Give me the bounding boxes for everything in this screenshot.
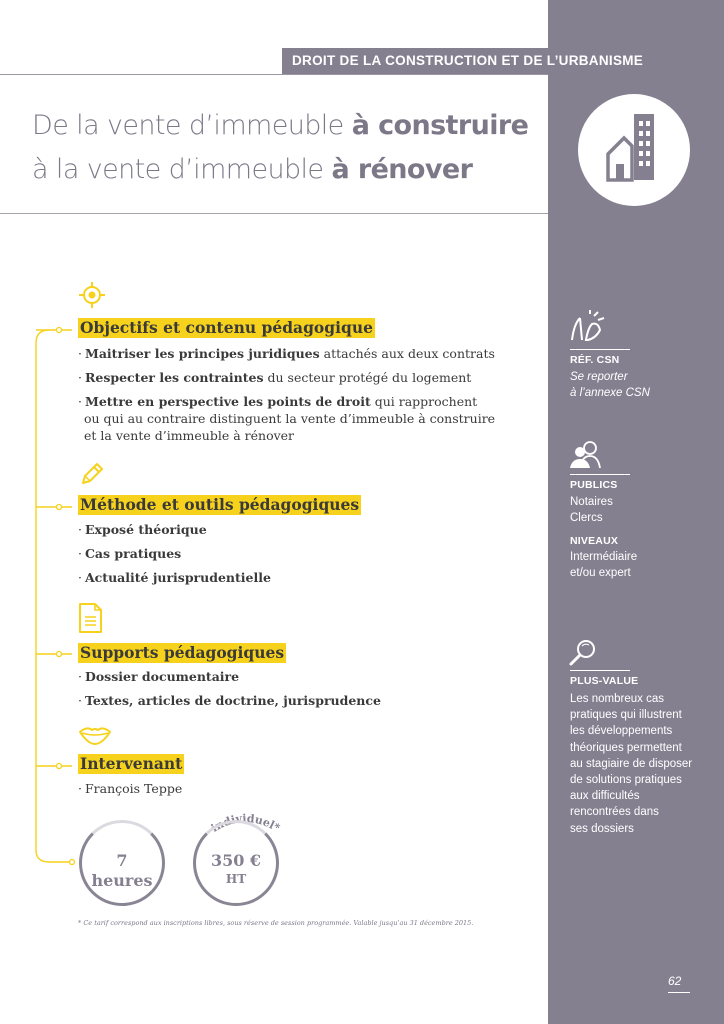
list-item: · Textes, articles de doctrine, jurisprudence	[78, 693, 381, 708]
pencil-icon	[78, 460, 106, 488]
csn-logo-icon	[568, 310, 608, 346]
list-item: · Cas pratiques	[78, 546, 182, 561]
plus-value-label: PLUS-VALUE	[570, 675, 639, 687]
category-badge	[578, 94, 690, 206]
building-icon	[578, 94, 690, 206]
users-icon	[568, 440, 604, 470]
target-icon	[78, 281, 106, 309]
header-rule	[0, 74, 548, 75]
svg-text:individuel*: individuel*	[208, 811, 283, 835]
sidebar-rule	[570, 670, 630, 671]
niveaux-label: NIVEAUX	[570, 535, 619, 547]
sidebar-rule	[570, 349, 630, 350]
list-item: · Dossier documentaire	[78, 669, 240, 684]
publics-label: PUBLICS	[570, 479, 618, 491]
title-rule	[0, 213, 548, 214]
list-item: · Mettre en perspective les points de droit qui rapprochent	[78, 394, 478, 409]
plus-value-text: Les nombreux cas pratiques qui illustrent les développements théoriques permettent au stagiaire de disposer de solutions pratiques aux difficultés rencontrées dans ses dossiers	[570, 693, 693, 835]
lips-icon	[78, 724, 112, 746]
section-title-methode: Méthode et outils pédagogiques	[80, 495, 360, 514]
niveaux-item: Intermédiaire	[570, 551, 638, 563]
publics-item: Clercs	[570, 512, 603, 524]
ref-csn-text: à l’annexe CSN	[570, 387, 650, 399]
section-title-supports: Supports pédagogiques	[80, 643, 285, 662]
sidebar-rule	[570, 474, 630, 475]
list-item-continuation: et la vente d’immeuble à rénover	[84, 428, 295, 443]
ref-csn-text: Se reporter	[570, 371, 628, 383]
price-circle: 350 € HT	[193, 820, 279, 906]
niveaux-item: et/ou expert	[570, 567, 631, 579]
section-header: DROIT DE LA CONSTRUCTION ET DE L’URBANISME	[292, 53, 644, 68]
duration-circle: 7 heures	[79, 820, 165, 906]
list-item: · Maitriser les principes juridiques attachés aux deux contrats	[78, 346, 495, 361]
list-item: · Actualité jurisprudentielle	[78, 570, 271, 585]
list-item: · François Teppe	[78, 781, 183, 796]
ref-csn-label: RÉF. CSN	[570, 354, 620, 366]
section-title-intervenant: Intervenant	[80, 754, 183, 773]
page-number: 62	[668, 974, 682, 988]
magnifier-icon	[568, 638, 598, 668]
footnote: * Ce tarif correspond aux inscriptions libres, sous réserve de session programmée. Valable jusqu’au 31 décembre 2015.	[78, 919, 474, 927]
list-item: · Respecter les contraintes du secteur protégé du logement	[78, 370, 472, 385]
publics-item: Notaires	[570, 496, 613, 508]
page-title: De la vente d’immeuble à construire à la vente d’immeuble à rénover	[32, 110, 529, 185]
page-number-rule	[668, 992, 690, 993]
document-icon	[78, 602, 104, 634]
section-title-objectifs: Objectifs et contenu pédagogique	[80, 318, 373, 337]
list-item-continuation: ou qui au contraire distinguent la vente d’immeuble à construire	[84, 411, 496, 426]
list-item: · Exposé théorique	[78, 522, 207, 537]
